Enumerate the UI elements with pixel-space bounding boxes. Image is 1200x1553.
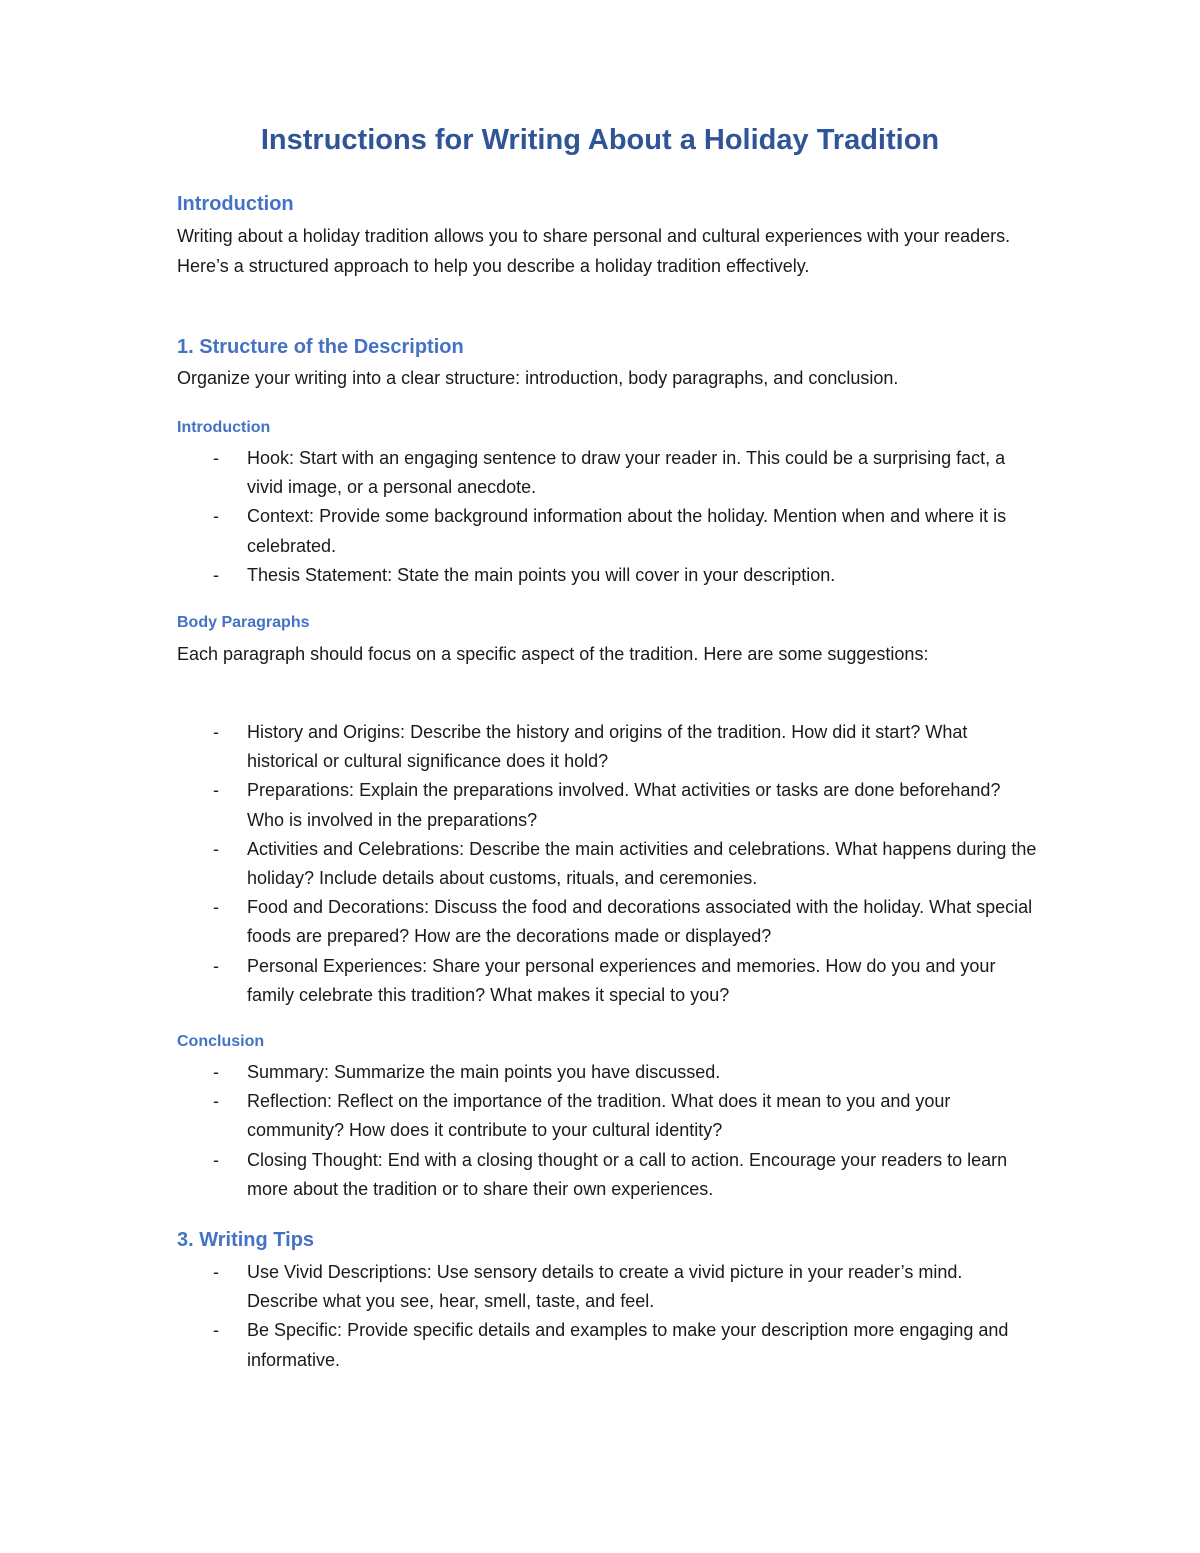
item-label: Food and Decorations: bbox=[247, 897, 430, 918]
item-label: Preparations: bbox=[247, 780, 355, 801]
item-text: Summarize the main points you have discussed. bbox=[334, 1062, 721, 1082]
bullet-dash: - bbox=[213, 1149, 219, 1170]
bullet-dash: - bbox=[213, 838, 219, 859]
item-text: End with a closing thought or a call to action. Encourage your readers to learn more about the tradition or to share their own experiences. bbox=[247, 1149, 1008, 1199]
item-text: State the main points you will cover in your description. bbox=[397, 564, 836, 585]
item-label: Context: bbox=[247, 506, 315, 527]
list-item bbox=[177, 835, 1037, 893]
conclusion-heading: Conclusion bbox=[177, 1033, 265, 1050]
bullet-dash: - bbox=[213, 1091, 219, 1112]
body-paragraphs-heading: Body Paragraphs bbox=[177, 614, 310, 631]
intro-paragraph: Writing about a holiday tradition allows you to share personal and cultural experiences with your readers. Here’s a structured approach to help you describe a holiday tradition effectively. bbox=[177, 226, 1011, 276]
item-label: Activities and Celebrations: bbox=[247, 838, 465, 859]
body-paragraphs-list bbox=[177, 718, 1037, 1010]
item-label: Thesis Statement: bbox=[247, 564, 393, 585]
list-item bbox=[177, 893, 1037, 951]
list-item bbox=[177, 776, 1037, 834]
list-item bbox=[177, 1087, 1037, 1145]
item-label: Be Specific: bbox=[247, 1320, 343, 1341]
writing-tips-list bbox=[177, 1258, 1037, 1375]
introduction-list bbox=[177, 444, 1037, 590]
item-text: Reflect on the importance of the tradition. What does it mean to you and your community? How does it contribute to your cultural identity? bbox=[247, 1091, 951, 1141]
item-label: Use Vivid Descriptions: bbox=[247, 1262, 432, 1282]
intro-heading: Introduction bbox=[177, 193, 294, 215]
item-label: Hook: bbox=[247, 448, 295, 468]
item-label: Summary: bbox=[247, 1062, 330, 1082]
item-text: Explain the preparations involved. What activities or tasks are done beforehand? Who is involved in the preparations? bbox=[247, 780, 1001, 830]
item-text: Describe the history and origins of the tradition. How did it start? What historical or cultural significance does it hold? bbox=[247, 722, 968, 772]
list-item bbox=[177, 444, 1037, 502]
structure-introduction-heading: Introduction bbox=[177, 419, 271, 436]
item-text: Start with an engaging sentence to draw your reader in. This could be a surprising fact, a vivid image, or a personal anecdote. bbox=[247, 448, 1006, 498]
page-title: Instructions for Writing About a Holiday Tradition bbox=[260, 124, 940, 156]
bullet-dash: - bbox=[213, 897, 219, 918]
writing-tips-heading: 3. Writing Tips bbox=[177, 1229, 315, 1251]
list-item bbox=[177, 952, 1037, 1010]
body-paragraphs-intro: Each paragraph should focus on a specific aspect of the tradition. Here are some suggestions: bbox=[177, 644, 929, 664]
item-label: Reflection: bbox=[247, 1091, 333, 1112]
bullet-dash: - bbox=[213, 955, 219, 976]
bullet-dash: - bbox=[213, 1320, 219, 1341]
list-item bbox=[177, 561, 1037, 590]
item-text: Describe the main activities and celebrations. What happens during the holiday? Include details about customs, rituals, and ceremonies. bbox=[247, 838, 1037, 889]
item-text: Provide some background information about the holiday. Mention when and where it is celebrated. bbox=[247, 506, 1007, 556]
bullet-dash: - bbox=[213, 1062, 219, 1082]
item-text: Discuss the food and decorations associated with the holiday. What special foods are prepared? How are the decorations made or displayed? bbox=[247, 897, 1033, 947]
list-item bbox=[177, 1258, 1037, 1316]
list-item bbox=[177, 1146, 1037, 1204]
bullet-dash: - bbox=[213, 448, 219, 468]
list-item bbox=[177, 1058, 1037, 1087]
item-text: Share your personal experiences and memories. How do you and your family celebrate this tradition? What makes it special to you? bbox=[247, 955, 996, 1005]
structure-heading: 1. Structure of the Description bbox=[177, 336, 464, 358]
conclusion-list bbox=[177, 1058, 1037, 1204]
bullet-dash: - bbox=[213, 506, 219, 527]
bullet-dash: - bbox=[213, 1262, 219, 1282]
structure-paragraph: Organize your writing into a clear structure: introduction, body paragraphs, and conclusion. bbox=[177, 368, 899, 388]
item-text: Use sensory details to create a vivid picture in your reader’s mind. Describe what you see, hear, smell, taste, and feel. bbox=[247, 1262, 963, 1312]
bullet-dash: - bbox=[213, 780, 219, 801]
item-label: Closing Thought: bbox=[247, 1149, 383, 1170]
bullet-dash: - bbox=[213, 564, 219, 585]
item-label: History and Origins: bbox=[247, 722, 406, 742]
item-label: Personal Experiences: bbox=[247, 955, 428, 976]
list-item bbox=[177, 718, 1037, 776]
list-item bbox=[177, 1316, 1037, 1374]
bullet-dash: - bbox=[213, 722, 219, 742]
item-text: Provide specific details and examples to make your description more engaging and informative. bbox=[247, 1320, 1009, 1370]
list-item bbox=[177, 502, 1037, 560]
